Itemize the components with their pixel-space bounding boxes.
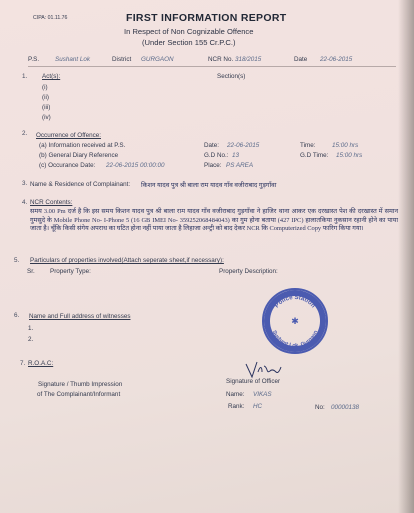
officer-name-value: VIKAS — [253, 391, 272, 398]
info-received-label: (a) Information received at P.S. — [39, 142, 126, 149]
officer-name-label: Name: — [226, 391, 245, 398]
gd-no-label: G.D No.: — [204, 152, 229, 159]
section3-number: 3. — [22, 180, 28, 187]
witnesses-heading: Name and Full address of witnesses — [29, 313, 131, 320]
document-subtitle: In Respect of Non Cognizable Offence — [124, 27, 254, 36]
ncr-label: NCR No. — [208, 56, 234, 63]
district-label: District — [112, 56, 132, 63]
gd-time-value: 15:00 hrs — [336, 152, 363, 159]
property-sr-label: Sr. — [27, 268, 35, 275]
info-date-label: Date: — [204, 142, 220, 149]
page-edge-shadow — [398, 0, 414, 513]
date-value: 22-06-2015 — [320, 56, 353, 63]
info-time-label: Time: — [300, 142, 316, 149]
gd-reference-label: (b) General Diary Reference — [39, 152, 119, 159]
document-section-ref: (Under Section 155 Cr.P.C.) — [142, 38, 236, 47]
section6-number: 6. — [14, 312, 20, 319]
section2-number: 2. — [22, 130, 28, 137]
officer-rank-value: HC — [253, 403, 263, 410]
property-type-label: Property Type: — [50, 268, 91, 275]
act-item-3: (iii) — [42, 104, 51, 111]
meta-divider — [28, 66, 396, 67]
officer-signature-label: Signature of Officer — [226, 378, 281, 385]
stamp-seal-graphic — [264, 290, 326, 352]
form-code: CIPA: 01.11.76 — [33, 15, 68, 21]
section5-number: 5. — [14, 257, 20, 264]
officer-number-value: 00000138 — [331, 404, 360, 411]
place-value: PS AREA — [226, 162, 254, 169]
ncr-contents-heading: NCR Contents: — [30, 199, 73, 206]
occurrence-heading: Occurrence of Offence: — [36, 132, 101, 139]
ncr-value: 318/2015 — [235, 56, 262, 63]
occurance-date-label: (c) Occurance Date: — [39, 162, 96, 169]
witness-1: 1. — [28, 325, 34, 332]
act-item-1: (i) — [42, 84, 48, 91]
section7-number: 7. — [20, 360, 26, 367]
occurance-date-value: 22-06-2015 00:00:00 — [106, 162, 165, 169]
ncr-contents-text: समय 3.00 Pm दर्ज है कि इस समय किशन यादव पुत्र श्री बाला राम यादव गाँव वजीराबाद गुड़गाँवा ने हाजिर थाना आकर एक दरखास्त पेश की दरखास्त में समान गुमसुदे के Mobile Phone No- I-Phone 5 (16 GB IMEI No- 359252068484043) का गुम होना बताया (427 IPC) हालातकिया नुकसान रहानी होने का पाया जाता है। चूँकि किसी संगेय अपराध का घटित होना नहीं पाया जाता है लिहाजा अन्ट्री को बाद देकर NCR कि Computerized Copy फारिग किया गया। — [30, 208, 398, 233]
info-time-value: 15:00 hrs — [332, 142, 359, 149]
officer-rank-label: Rank: — [228, 403, 245, 410]
info-date-value: 22-06-2015 — [227, 142, 260, 149]
document-title: FIRST INFORMATION REPORT — [126, 12, 287, 24]
officer-signature — [244, 358, 282, 380]
complainant-value: किशन यादव पुत्र श्री बाला राम यादव गाँव वजीराबाद गुड़गाँवा — [141, 182, 277, 189]
stamp-star-icon: ✱ — [291, 317, 299, 327]
place-label: Place: — [204, 162, 222, 169]
stamp-top-text: Police Station — [273, 293, 317, 310]
section1-number: 1. — [22, 73, 28, 80]
complainant-signature-label: Signature / Thumb Impression — [38, 381, 123, 388]
ps-label: P.S. — [28, 56, 40, 63]
officer-number-label: No: — [315, 404, 325, 411]
act-item-2: (ii) — [42, 94, 49, 101]
properties-heading: Particulars of properties involved(Attach seperate sheet,if necessary): — [30, 257, 224, 264]
district-value: GURGAON — [141, 56, 174, 63]
complainant-label: Name & Residence of Complainant: — [30, 181, 131, 188]
act-item-4: (iv) — [42, 114, 51, 121]
sections-label: Section(s) — [217, 73, 246, 80]
witness-2: 2. — [28, 336, 34, 343]
date-label: Date — [294, 56, 308, 63]
gd-no-value: 13 — [232, 152, 240, 159]
property-description-label: Property Description: — [219, 268, 278, 275]
complainant-signature-label-2: of The Complainant/Informant — [37, 391, 121, 398]
roac-heading: R.O.A.C: — [28, 360, 54, 367]
act-label: Act(s): — [42, 73, 61, 80]
section4-number: 4. — [22, 199, 28, 206]
ps-value: Sushant Lok — [55, 56, 91, 63]
gd-time-label: G.D Time: — [300, 152, 329, 159]
stamp-bottom-text: Sushant Lok, Gurgaon — [270, 329, 320, 350]
police-station-stamp — [262, 288, 328, 354]
